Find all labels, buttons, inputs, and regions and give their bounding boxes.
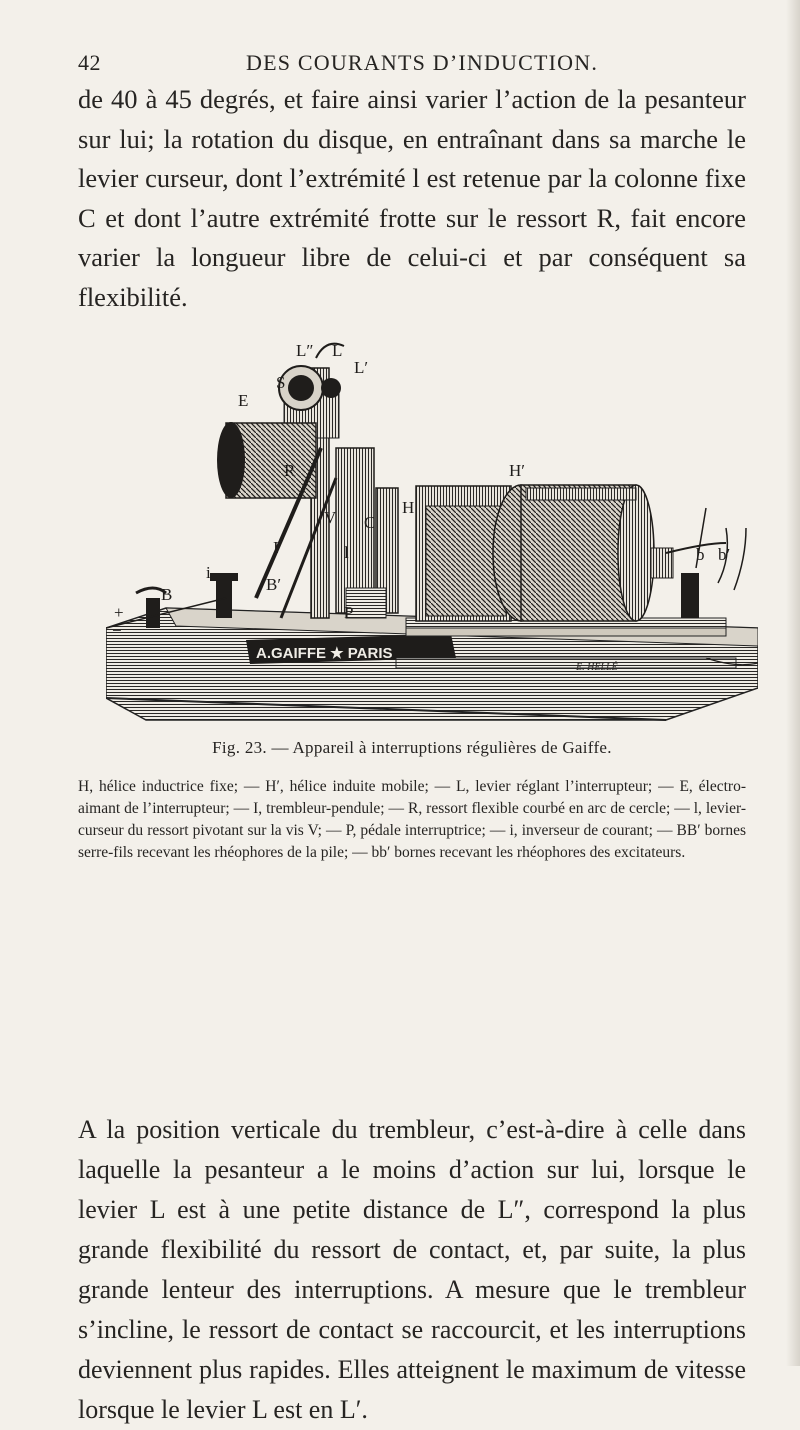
label-S: S (276, 373, 286, 392)
label-l: l (344, 543, 349, 562)
label-H-prime: H′ (509, 461, 525, 480)
label-L-double-prime: L″ (296, 341, 314, 360)
interrupter-assembly (217, 344, 398, 618)
maker-plate-text: A.GAIFFE ★ PARIS (256, 645, 393, 662)
label-R: R (284, 461, 296, 480)
label-B-prime: B′ (266, 575, 282, 594)
figure-legend: H, hélice inductrice fixe; — H′, hélice induite mobile; — L, levier réglant l’interrupteur; — E, électro-aimant de l’interrupteur; — I, trembleur-pendule; — R, ressort flexible courbé en arc de cercle; — l, levier-curseur du ressort pivotant sur la vis V; — P, pédale interruptrice; — i, inverseur de courant; — BB′ bornes serre-fils recevant les rhéophores de la pile; — bb′ bornes recevant les rhéophores des excitateurs. (78, 778, 746, 861)
engraver-signature: E. HELLÉ (576, 662, 618, 673)
paragraph-2: A la position verticale du trembleur, c’est-à-dire à celle dans laquelle la pesanteur a le moins d’action sur lui, lorsque le levier L est à une petite distance de L″, correspond la plus grande flexibilité du ressort de contact, et, par suite, la plus grande lenteur des interruptions. A mesure que le trembleur s’incline, le ressort de contact se raccourcit, et les interruptions deviennent plus rapides. Elles atteignent le maximum de vitesse lorsque le levier L est en L′. (78, 1115, 746, 1424)
label-L-prime: L′ (354, 358, 369, 377)
label-minus: − (112, 621, 122, 640)
running-head: DES COURANTS D’INDUCTION. (246, 50, 599, 75)
label-I: I (273, 538, 279, 557)
label-B: B (161, 585, 173, 604)
page-header (78, 50, 758, 80)
label-L: L (332, 341, 343, 360)
label-plus: + (114, 603, 124, 622)
label-E: E (238, 391, 249, 410)
paragraph-1: de 40 à 45 degrés, et faire ainsi varier l’action de la pesanteur sur lui; la rotation du disque, en entraînant dans sa marche le levier curseur, dont l’extrémité l est retenue par la colonne fixe C et dont l’autre extrémité frotte sur le ressort R, fait encore varier la longueur libre de celui-ci et par conséquent sa flexibilité. (78, 84, 746, 312)
figure-gaiffe-apparatus (106, 328, 758, 728)
mobile-coil-H-prime (493, 485, 654, 621)
label-H: H (402, 498, 415, 517)
label-V: V (324, 508, 337, 527)
label-b: b (696, 545, 705, 564)
label-b-prime: b′ (718, 545, 731, 564)
page-edge-shadow (786, 0, 800, 1366)
label-i: i (206, 563, 211, 582)
apparatus-illustration (106, 328, 758, 728)
figure-caption: Fig. 23. — Appareil à interruptions régulières de Gaiffe. (212, 738, 612, 757)
page-number: 42 (78, 50, 101, 75)
label-C: C (364, 513, 376, 532)
label-P: P (344, 603, 354, 622)
